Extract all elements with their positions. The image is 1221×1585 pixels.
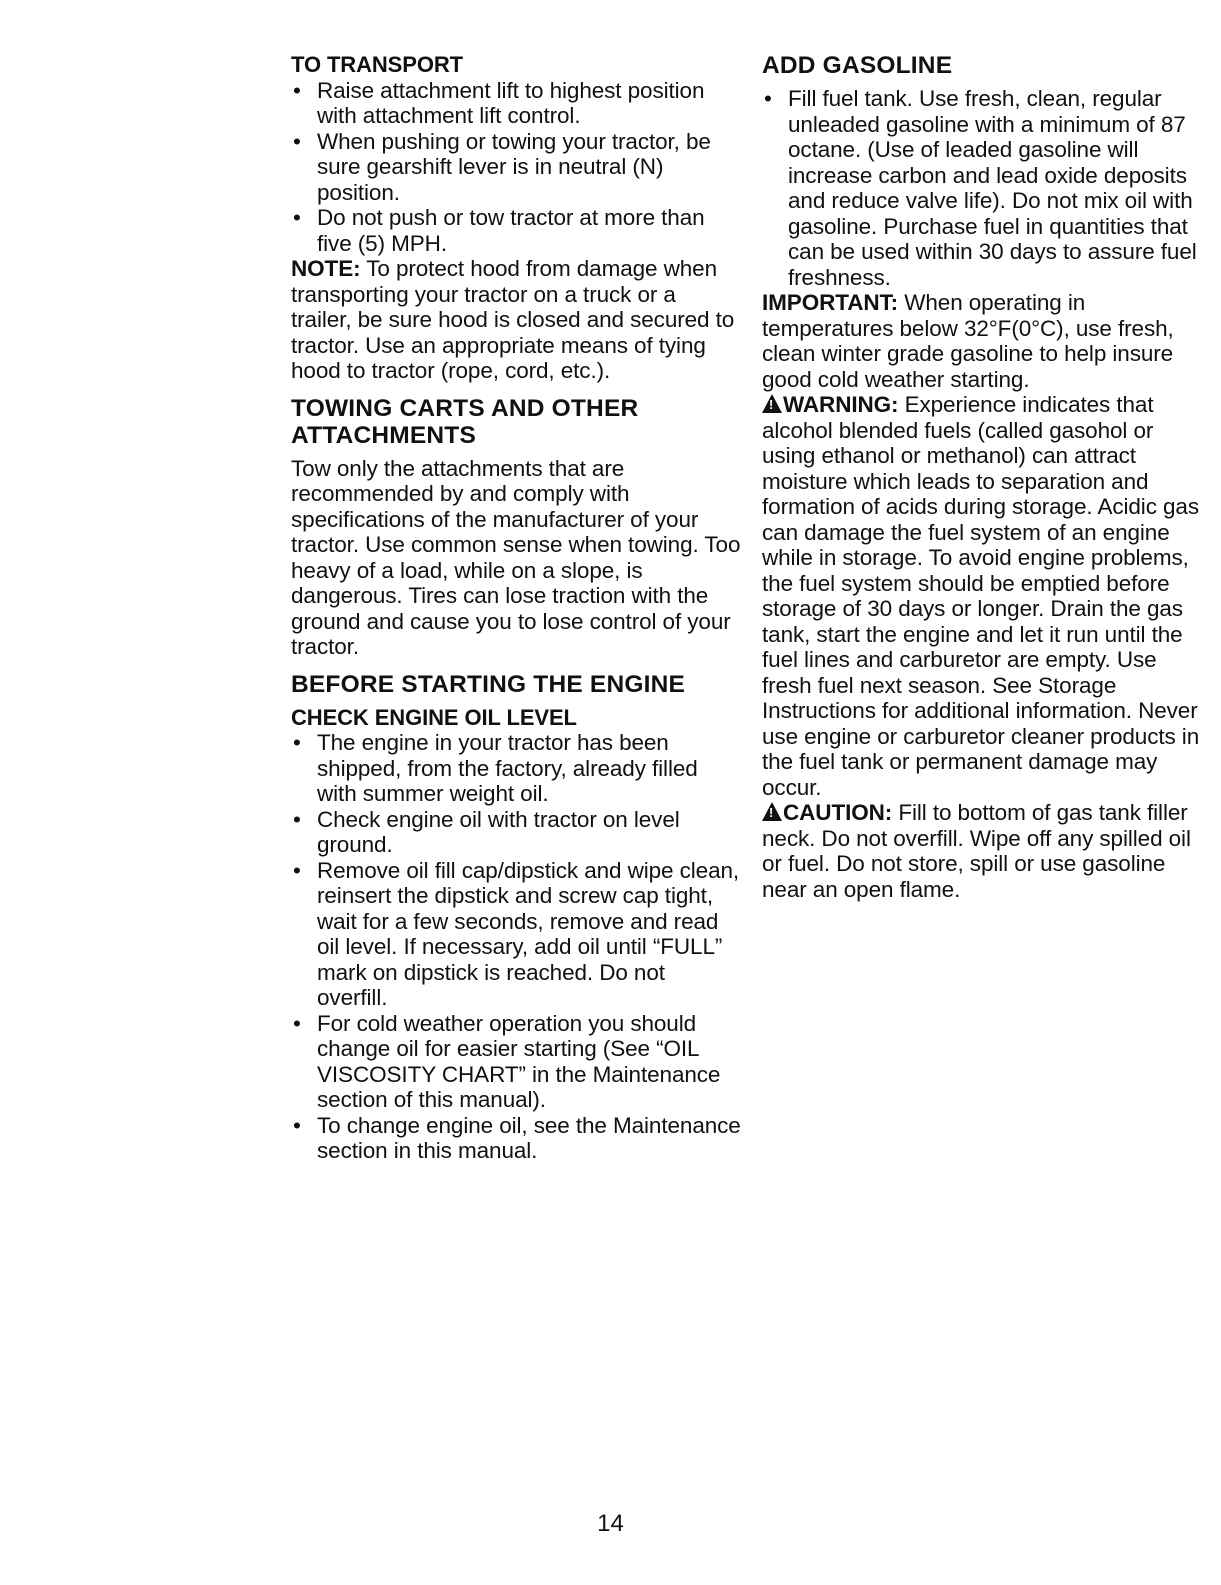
right-column [762, 52, 1207, 902]
oil-check-list [291, 730, 741, 1164]
important-text: When operating in temperatures below 32°F(0°C), use fresh, clean winter grade gasoline to help insure good cold weather starting. [762, 290, 1174, 392]
check-oil-subheading: CHECK ENGINE OIL LEVEL [291, 704, 577, 730]
warning-text: Experience indicates that alcohol blended fuels (called gasohol or using ethanol or methanol) can attract moisture which leads to separation and formation of acids during storage. Acidic gas can damage the fuel system of an engine while in storage. To avoid engine problems, the fuel system should be emptied before storage of 30 days or longer. Drain the gas tank, start the engine and let it run until the fuel lines and carburetor are empty. Use fresh fuel next season. See Storage Instructions for additional information. Never use engine or carburetor cleaner products in the fuel tank or permanent damage may occur. [762, 392, 1200, 800]
list-item: • When pushing or towing your tractor, be sure gearshift lever is in neutral (N) position. [291, 129, 741, 206]
list-item: • Remove oil fill cap/dipstick and wipe clean, reinsert the dipstick and screw cap tight, wait for a few seconds, remove and read oil level. If necessary, add oil until “FULL” mark on dipstick is reached. Do not overfill. [291, 858, 741, 1011]
gasoline-list [762, 86, 1207, 290]
caution-note [762, 800, 1207, 902]
list-item: • Do not push or tow tractor at more than five (5) MPH. [291, 205, 741, 256]
transport-list [291, 78, 741, 257]
important-note [762, 290, 1207, 392]
towing-heading-line2: ATTACHMENTS [291, 421, 477, 449]
towing-heading [291, 395, 741, 449]
before-starting-heading: BEFORE STARTING THE ENGINE [291, 670, 686, 698]
add-gasoline-heading: ADD GASOLINE [762, 52, 953, 79]
left-column [291, 52, 741, 1164]
towing-text: Tow only the attachments that are recommended by and comply with specifications of the manufacturer of your tractor. Use common sense when towing. Too heavy of a load, while on a slope, is dangerous. Tires can lose traction with the ground and cause you to lose control of your tractor. [291, 455, 741, 659]
warning-triangle-icon [762, 394, 782, 413]
caution-text: Fill to bottom of gas tank filler neck. Do not overfill. Wipe off any spilled oil or fuel. Do not store, spill or use gasoline near an open flame. [762, 800, 1191, 902]
list-item: • To change engine oil, see the Maintenance section in this manual. [291, 1113, 741, 1164]
transport-note [291, 256, 741, 384]
page-number: 14 [597, 1510, 624, 1537]
list-item: • The engine in your tractor has been shipped, from the factory, already filled with summer weight oil. [291, 730, 741, 807]
important-label: IMPORTANT: [762, 290, 899, 315]
warning-note [762, 392, 1207, 800]
list-item: • For cold weather operation you should change oil for easier starting (See “OIL VISCOSITY CHART” in the Maintenance section of this manual). [291, 1011, 741, 1113]
list-item: • Raise attachment lift to highest position with attachment lift control. [291, 78, 741, 129]
list-item: • Check engine oil with tractor on level ground. [291, 807, 741, 858]
caution-label: CAUTION: [783, 800, 893, 825]
warning-label: WARNING: [783, 392, 899, 417]
caution-triangle-icon [762, 802, 782, 821]
towing-heading-line1: TOWING CARTS AND OTHER [291, 394, 639, 422]
list-item: • Fill fuel tank. Use fresh, clean, regular unleaded gasoline with a minimum of 87 octane. (Use of leaded gasoline will increase carbon and lead oxide deposits and reduce valve life). Do not mix oil with gasoline. Purchase fuel in quantities that can be used within 30 days to assure fuel freshness. [762, 86, 1207, 290]
to-transport-heading: TO TRANSPORT [291, 52, 463, 77]
note-text: To protect hood from damage when transporting your tractor on a truck or a trailer, be sure hood is closed and secured to tractor. Use an appropriate means of tying hood to tractor (rope, cord, etc.). [291, 256, 735, 383]
note-label: NOTE: [291, 256, 361, 281]
